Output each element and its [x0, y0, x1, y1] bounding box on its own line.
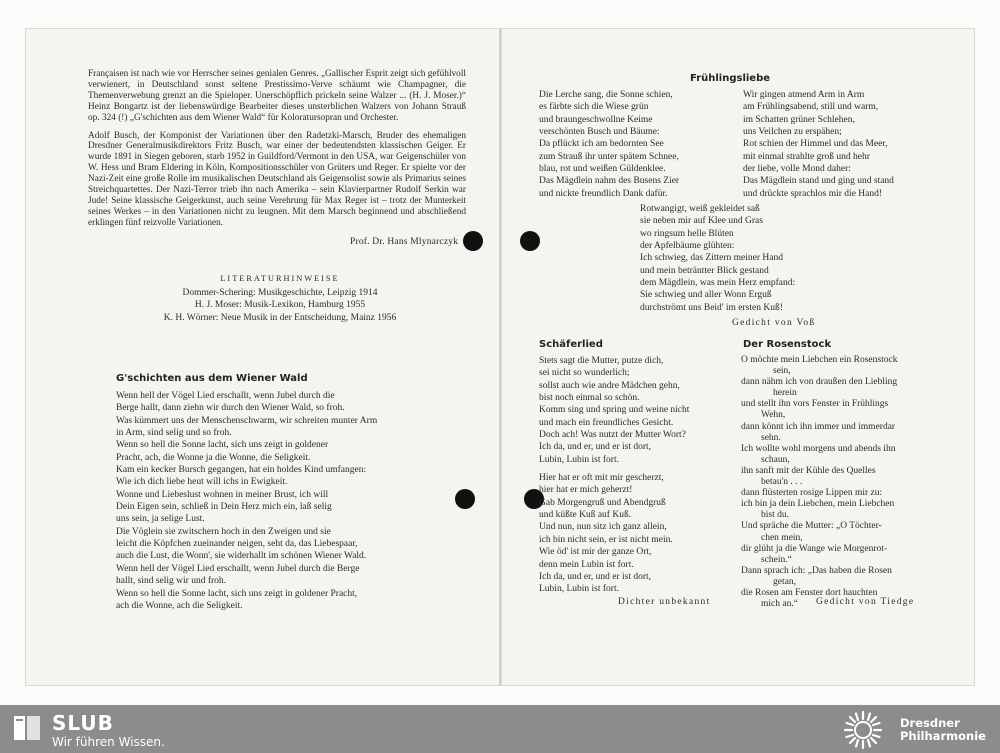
poem-rosenstock — [741, 355, 897, 610]
poem-line: Pracht, ach, die Wonne ja die Wonne, die Seligkeit. — [116, 452, 311, 463]
punch-hole-left-top — [463, 231, 483, 251]
poem-line: hier hat er mich geherzt! — [539, 485, 633, 496]
poem-line: sehn. — [761, 432, 781, 443]
poem-schaeferlied — [539, 355, 689, 596]
poem-line: blau, rot und weißen Güldenklee. — [539, 164, 666, 175]
poem-line: und mein beträntter Blick gestand — [640, 265, 769, 276]
punch-hole-right-top — [520, 231, 540, 251]
poem-line: Komm sing und spring und weine nicht — [539, 405, 690, 416]
punch-hole-left-bottom — [455, 489, 475, 509]
poem-line: Hier hat er oft mit mir gescherzt, — [539, 473, 664, 484]
philharmonie-logo-text — [900, 717, 986, 743]
intro-prose — [88, 69, 466, 236]
poem-line: Sie schwieg und aller Wonn Erguß — [640, 290, 772, 301]
poem-line: Ich da, und er, und er ist dort, — [539, 442, 652, 453]
poem-line: hallt, sind selig wir und froh. — [116, 576, 227, 587]
poem-line: uns sein, ja selige Lust. — [116, 514, 205, 525]
slub-tagline: Wir führen Wissen. — [52, 735, 165, 749]
poem-line: Die Lerche sang, die Sonne schien, — [539, 90, 673, 100]
poem-line: am Frühlingsabend, still und warm, — [743, 102, 879, 113]
poem-line: Gab Morgengruß und Abendgruß — [539, 497, 666, 508]
philharmonie-name-line2: Philharmonie — [900, 729, 986, 743]
poem-line: sein, — [773, 366, 791, 377]
fruehlingsliebe-stanza-1 — [539, 89, 679, 200]
poem-title-schaeferlied: Schäferlied — [539, 339, 603, 350]
literature-item: K. H. Wörner: Neue Musik in der Entscheidung, Mainz 1956 — [163, 312, 397, 323]
poem-line: uns Veilchen zu erspähen; — [743, 127, 842, 138]
fruehlingsliebe-stanza-3 — [640, 203, 795, 314]
poem-line: mit einmal strahlte groß und hehr — [743, 151, 870, 162]
poem-line: auch die Lust, die Wonn', sie widerhallt im schönen Wiener Wald. — [116, 551, 367, 562]
poem-line: und drückte sprachlos mir die Hand! — [743, 188, 883, 199]
poem-line: dir glüht ja die Wange wie Morgenrot- — [741, 543, 888, 554]
literature-heading: LITERATURHINWEISE — [220, 274, 340, 283]
poem-line: Wie öd' ist mir der ganze Ort, — [539, 547, 652, 558]
poem-line: Wenn so hell die Sonne lacht, sich uns zeigt in goldener — [116, 440, 329, 451]
paragraph-busch: Adolf Busch, der Komponist der Variationen über den Radetzki-Marsch, Bruder des ehemaligen Dresdner Generalmusikdirektors Fritz Busch, war einer der bedeutendsten klassischen Geiger. Er wurde 1891 in Siegen geboren, starb 1952 in Guildford/Vermont in den USA, war Geigenschüler von W. Hess und Bram Eldering in Köln, Kompositionsschüler von Grüters und Reger. Er spielte vor der Nazi-Zeit eine große Rolle im musikalischen Deutschland als Geigensolist sowie als Primarius seines Streichquartettes. Der Nazi-Terror trieb ihn nach Amerika – sein Klavierpartner Rudolf Serkin war Jude! Seine klassische Geigerkunst, auch seine Verehrung für Max Reger ist – trotz der Munterkeit seines Werkes – in den Variationen nicht zu leugnen. Mit dem Marsch beginnend und abschließend erklingen fünf reizvolle Variationen. — [88, 130, 466, 228]
philharmonie-logo-icon — [843, 710, 883, 750]
poem-line: Ich schwieg, das Zittern meiner Hand — [640, 253, 783, 264]
poem-line: Wehn, — [761, 410, 786, 421]
poem-line: O möchte mein Liebchen ein Rosenstock — [741, 355, 898, 365]
poem-line: mich an.“ — [761, 599, 798, 610]
poem-line: Das Mägdlein stand und ging und stand — [743, 176, 894, 187]
footer-bar — [0, 705, 1000, 753]
poem-line: schein.“ — [761, 554, 792, 565]
poem-line: verschönten Busch und Bäume: — [539, 127, 660, 138]
poem-line: dann flüsterten rosige Lippen mir zu: — [741, 488, 883, 499]
poem-title-rosenstock: Der Rosenstock — [743, 339, 832, 350]
poem-line: ich bin nicht sein, er ist nicht mein. — [539, 534, 673, 545]
poem-line: ach die Wonne, ach die Seligkeit. — [116, 600, 243, 611]
literature-list — [120, 287, 440, 324]
poem-line: dann könnt ich ihn immer und immerdar — [741, 421, 896, 432]
poem-line: Lubin, Lubin ist fort. — [539, 584, 619, 595]
poem-line: sie neben mir auf Klee und Gras — [640, 216, 763, 227]
poem-line: durchströmt uns Beid' im ersten Kuß! — [640, 302, 783, 313]
poem-line: Da pflückt ich am bedornten See — [539, 139, 664, 150]
poem-line: in Arm, sind selig und so froh. — [116, 428, 232, 439]
poem-line: Berge hallt, dann ziehn wir durch den Wiener Wald, so froh. — [116, 403, 345, 414]
poem-title-wiener-wald: G'schichten aus dem Wiener Wald — [116, 373, 308, 384]
poem-line: Wenn hell der Vögel Lied erschallt, wenn Jubel durch die Berge — [116, 563, 360, 574]
poem-line: Das Mägdlein nahm des Busens Zier — [539, 176, 680, 187]
paragraph-strauss: Françaisen ist nach wie vor Herrscher seines genialen Genres. „Gallischer Esprit zeigt sich gefühlvoll verwienert, in Deutschland sonst seltene Prestissimo-Verve schäumt wie Champagner, die Themenverwebung grenzt an die Spieloper. Unerschöpflich prickeln seine Walzer ... (H. J. Moser.)“ Heinz Bongartz ist der liebenswürdige Bearbeiter dieses unsterblichen Walzers von Johann Strauß op. 324 (!) „G'schichten aus dem Wiener Wald“ für Koloratursopran und Orchester. — [88, 69, 466, 123]
poem-line: der Apfelbäume glühten: — [640, 241, 735, 252]
poem-line: Stets sagt die Mutter, putze dich, — [539, 356, 664, 366]
poem-line: und küßte Kuß auf Kuß. — [539, 510, 632, 521]
slub-logo-text: SLUB — [52, 711, 114, 735]
poem-line: herein — [773, 388, 797, 399]
poem-line: und stellt ihn vors Fenster in Frühlings — [741, 399, 889, 410]
poem-line: Wenn so hell die Sonne lacht, sich uns zeigt in goldener Pracht, — [116, 588, 358, 599]
rosenstock-credit: Gedicht von Tiedge — [816, 597, 915, 607]
poem-line: Und nun, nun sitz ich ganz allein, — [539, 522, 667, 533]
poem-line: Die Vöglein sie zwitschern hoch in den Zweigen und sie — [116, 526, 331, 537]
poem-line: wo ringsum helle Blüten — [640, 228, 734, 239]
poem-line: dann nähm ich von draußen den Liebling — [741, 377, 898, 388]
poem-line: Wonne und Liebeslust wohnen in meiner Brust, ich will — [116, 489, 329, 500]
poem-line: bist noch einmal so schön. — [539, 393, 640, 404]
poem-line: Wie ich dich liebe heut will ichs in Ewigkeit. — [116, 477, 288, 488]
poem-line: ihn sanft mit der Kühle des Quelles — [741, 465, 876, 476]
poem-line: der liebe, volle Mond daher: — [743, 164, 851, 175]
poem-line: die Rosen am Fenster dort hauchten — [741, 587, 878, 598]
poem-line: Wir gingen atmend Arm in Arm — [743, 90, 865, 100]
poem-line: Was kümmert uns der Menschenschwarm, wir schreiten munter Arm — [116, 415, 378, 426]
fruehlingsliebe-credit: Gedicht von Voß — [732, 318, 816, 328]
poem-line: Rotwangigt, weiß gekleidet saß — [640, 204, 760, 214]
poem-line: Und spräche die Mutter: „O Töchter- — [741, 521, 882, 532]
poem-line: denn mein Lubin ist fort. — [539, 559, 634, 570]
poem-line: Ich da, und er, und er ist dort, — [539, 571, 652, 582]
poem-line: Rot schien der Himmel und das Meer, — [743, 139, 888, 150]
poem-title-fruehlingsliebe: Frühlingsliebe — [690, 73, 771, 84]
poem-line: dem Mägdlein, was mein Herz empfand: — [640, 278, 796, 289]
poem-line: sei nicht so wunderlich; — [539, 368, 630, 379]
poem-line: und mach ein freundliches Gesicht. — [539, 417, 674, 428]
poem-line: Ich wollte wohl morgens und abends ihn — [741, 443, 896, 454]
literature-item: H. J. Moser: Musik-Lexikon, Hamburg 1955 — [194, 300, 366, 311]
schaeferlied-credit: Dichter unbekannt — [618, 597, 711, 607]
poem-line: es färbte sich die Wiese grün — [539, 102, 649, 113]
poem-line: sollst auch wie andre Mädchen gehn, — [539, 380, 680, 391]
poem-line: Lubin, Lubin ist fort. — [539, 454, 619, 465]
poem-line: getan, — [773, 576, 796, 587]
poem-line: Dein Eigen sein, schließ in Dein Herz mich ein, laß selig — [116, 502, 332, 513]
poem-line: Dann sprach ich: „Das haben die Rosen — [741, 565, 892, 576]
slub-logo-icon — [12, 713, 42, 743]
poem-line: und nickte freundlich Dank dafür. — [539, 188, 668, 199]
author-signature: Prof. Dr. Hans Mlynarczyk — [350, 237, 459, 247]
poem-line: und braungeschwollne Keime — [539, 114, 653, 125]
poem-line: chen mein, — [761, 532, 803, 543]
poem-line: ich bin ja dein Liebchen, mein Liebchen — [741, 499, 895, 510]
philharmonie-name-line1: Dresdner — [900, 716, 960, 730]
poem-line: im Schatten grüner Schlehen, — [743, 114, 855, 125]
poem-wiener-wald — [116, 390, 377, 612]
poem-line: Wenn hell der Vögel Lied erschallt, wenn Jubel durch die — [116, 391, 335, 401]
poem-line: zum Strauß ihr unter spätem Schnee, — [539, 151, 679, 162]
fruehlingsliebe-stanza-2 — [743, 89, 894, 200]
poem-line: schaun, — [761, 454, 790, 465]
literature-item: Dommer-Schering: Musikgeschichte, Leipzig 1914 — [182, 288, 378, 298]
poem-line: Doch ach! Was nutzt der Mutter Wort? — [539, 430, 686, 441]
poem-line: betau'n . . . — [761, 477, 803, 488]
poem-line: bist du. — [761, 510, 789, 521]
poem-line: Kam ein kecker Bursch gegangen, hat ein holdes Kind umfangen: — [116, 465, 367, 476]
poem-line: leicht die Köpfchen zueinander neigen, seht da, das Liebespaar, — [116, 539, 358, 550]
